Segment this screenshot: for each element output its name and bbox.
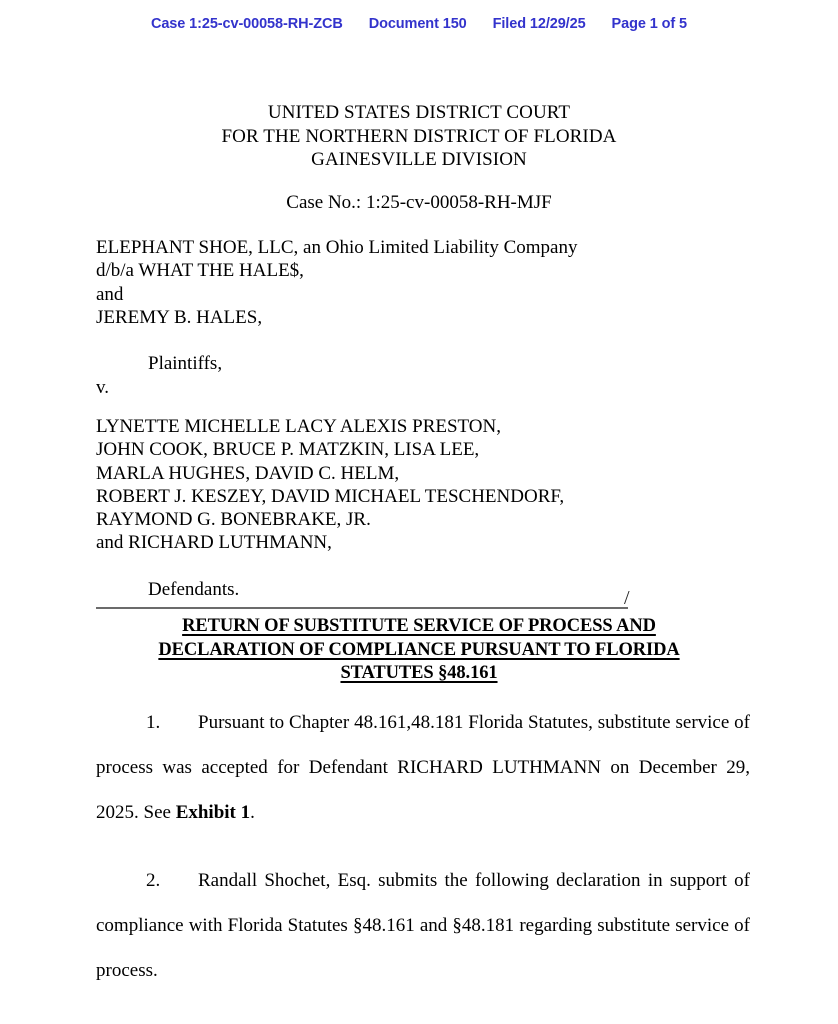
- document-title-line-1: RETURN OF SUBSTITUTE SERVICE OF PROCESS AND: [182, 616, 656, 636]
- defendant-line-1: LYNETTE MICHELLE LACY ALEXIS PRESTON,: [96, 416, 501, 437]
- defendant-line-6: and RICHARD LUTHMANN,: [96, 532, 332, 554]
- court-heading: [0, 101, 838, 172]
- document-title-row-2: [0, 639, 838, 663]
- court-name-line-1: UNITED STATES DISTRICT COURT: [267, 102, 571, 123]
- caption-spacer-2: [96, 555, 796, 578]
- paragraph-1-number: 1.: [146, 712, 161, 733]
- plaintiff-line-4: JEREMY B. HALES,: [96, 306, 263, 328]
- ecf-filed-date: Filed 12/29/25: [492, 16, 586, 32]
- ecf-page-number: Page 1 of 5: [611, 16, 688, 32]
- paragraph-2-text: Randall Shochet, Esq. submits the following declaration in support of compliance with Florida Statutes §48.161 and §48.181 regarding substitute service of process.: [96, 870, 750, 981]
- plaintiff-line-3: and: [96, 283, 124, 305]
- case-number: Case No.: 1:25-cv-00058-RH-MJF: [286, 192, 552, 213]
- versus-label: v.: [96, 376, 110, 398]
- court-division-line: GAINESVILLE DIVISION: [311, 149, 527, 170]
- caption-horizontal-rule: [96, 607, 628, 609]
- document-title: [0, 615, 838, 686]
- plaintiffs-role-label: Plaintiffs,: [148, 353, 223, 375]
- document-title-line-3: STATUTES §48.161: [340, 663, 498, 683]
- ecf-document-number: Document 150: [368, 16, 467, 32]
- plaintiff-line-2: d/b/a WHAT THE HALE$,: [96, 260, 304, 282]
- ecf-header-stamp: [0, 16, 838, 32]
- document-title-line-2: DECLARATION OF COMPLIANCE PURSUANT TO FLORIDA: [158, 639, 680, 660]
- defendants-caption: [96, 415, 796, 601]
- defendant-line-2: JOHN COOK, BRUCE P. MATZKIN, LISA LEE,: [96, 439, 480, 461]
- defendant-line-3: MARLA HUGHES, DAVID C. HELM,: [96, 462, 400, 484]
- paragraph-2-number: 2.: [146, 870, 161, 891]
- defendant-line-5: RAYMOND G. BONEBRAKE, JR.: [96, 509, 371, 531]
- paragraph-1-exhibit-reference: Exhibit 1: [175, 802, 251, 823]
- paragraph-2: [96, 858, 750, 993]
- defendant-line-4: ROBERT J. KESZEY, DAVID MICHAEL TESCHENDORF,: [96, 485, 565, 507]
- defendants-role-label: Defendants.: [148, 579, 240, 601]
- paragraph-1-text: Pursuant to Chapter 48.161,48.181 Florida Statutes, substitute service of process was accepted for Defendant RICHARD LUTHMANN on December 29, 2025. See: [96, 712, 750, 823]
- document-title-row-3: [0, 662, 838, 686]
- court-name-line-2: FOR THE NORTHERN DISTRICT OF FLORIDA: [221, 125, 617, 147]
- caption-spacer-1: [96, 329, 776, 352]
- plaintiffs-caption: [96, 236, 776, 399]
- plaintiff-line-1: ELEPHANT SHOE, LLC, an Ohio Limited Liability Company: [96, 237, 578, 258]
- caption-slash-mark: /: [624, 587, 630, 609]
- paragraph-1: [96, 700, 750, 835]
- paragraph-1-text-end: .: [250, 802, 255, 823]
- document-body: [96, 700, 750, 1016]
- ecf-case-number: Case 1:25-cv-00058-RH-ZCB: [150, 16, 343, 32]
- document-title-row-1: [0, 615, 838, 639]
